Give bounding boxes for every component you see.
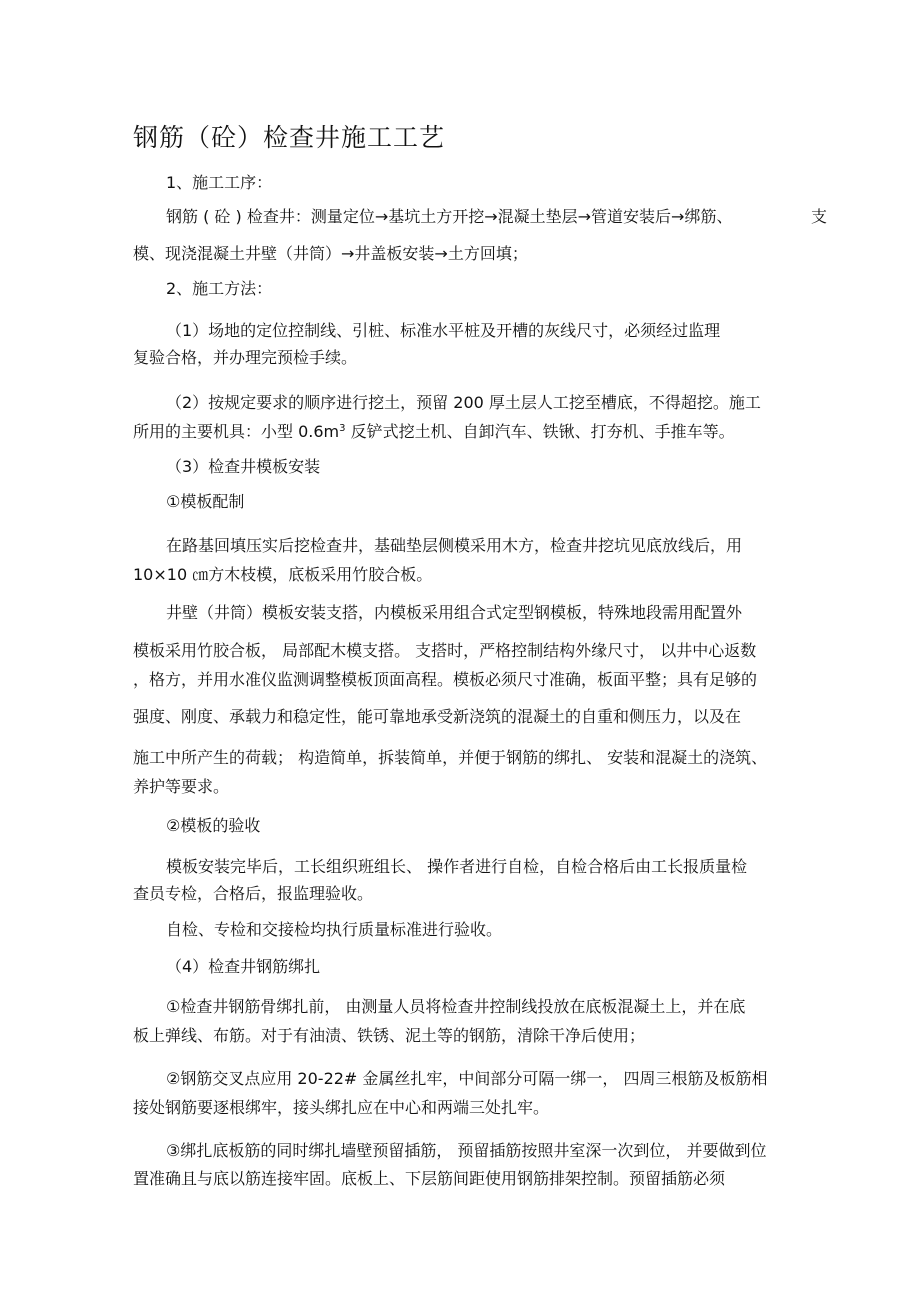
paragraph-line: 自检、专检和交接检均执行质量标准进行验收。: [166, 920, 503, 939]
paragraph-line: 支: [811, 207, 828, 226]
section-heading-procedure: 1、施工工序：: [166, 173, 273, 192]
document-title: 钢筋（砼）检查井施工工艺: [133, 123, 446, 152]
paragraph-line: ③绑扎底板筋的同时绑扎墙壁预留插筋， 预留插筋按照井室深一次到位， 并要做到位: [166, 1141, 767, 1160]
paragraph-line: 强度、刚度、承载力和稳定性，能可靠地承受新浇筑的混凝土的自重和侧压力，以及在: [133, 707, 742, 726]
paragraph-line: （2）按规定要求的顺序进行挖土，预留 200 厚土层人工挖至槽底，不得超挖。施工: [166, 393, 761, 412]
paragraph-line: 井壁（井筒）模板安装支搭，内模板采用组合式定型钢模板，特殊地段需用配置外: [166, 603, 743, 622]
paragraph-line: 模板安装完毕后，工长组织班组长、 操作者进行自检，自检合格后由工长报质量检: [166, 857, 748, 876]
text-run: 反铲式挖土机、自卸汽车、铁锹、打夯机、手推车等。: [345, 422, 735, 441]
paragraph-line: 在路基回填压实后挖检查井，基础垫层侧模采用木方，检查井挖坑见底放线后，用: [166, 536, 743, 555]
paragraph-line: （1）场地的定位控制线、引桩、标准水平桩及开槽的灰线尺寸，必须经过监理: [166, 321, 721, 340]
paragraph-line: 复验合格，并办理完预检手续。: [133, 348, 358, 367]
paragraph-line: 养护等要求。: [133, 777, 230, 796]
paragraph-line: ，格方，并用水准仪监测调整模板顶面高程。模板必须尺寸准确，板面平整；具有足够的: [133, 670, 758, 689]
subsection-heading: （4）检查井钢筋绑扎: [166, 957, 321, 976]
paragraph-line: 接处钢筋要逐根绑牢，接头绑扎应在中心和两端三处扎牢。: [133, 1098, 550, 1117]
paragraph-line: [133, 421, 735, 443]
text-run: 所用的主要机具：小型 0.6m: [133, 422, 340, 441]
paragraph-line: 施工中所产生的荷载； 构造简单，拆装简单，并便于钢筋的绑扎、 安装和混凝土的浇筑、: [133, 748, 768, 767]
subsection-heading: （3）检查井模板安装: [166, 457, 321, 476]
section-heading-method: 2、施工方法：: [166, 279, 273, 298]
list-item-heading: ①模板配制: [166, 492, 245, 511]
paragraph-line: 查员专检，合格后，报监理验收。: [133, 884, 374, 903]
paragraph-line: 模板采用竹胶合板， 局部配木模支搭。 支搭时，严格控制结构外缘尺寸， 以井中心返数: [133, 641, 757, 660]
paragraph-line: 10×10 ㎝方木枝模，底板采用竹胶合板。: [133, 565, 433, 584]
paragraph-line: ②钢筋交叉点应用 20-22# 金属丝扎牢，中间部分可隔一绑一， 四周三根筋及板筋相: [166, 1069, 768, 1088]
paragraph-line: 模、现浇混凝土井壁（井筒）→井盖板安装→土方回填；: [133, 244, 528, 263]
list-item-heading: ②模板的验收: [166, 816, 261, 835]
paragraph-line: 置准确且与底以筋连接牢固。底板上、下层筋间距使用钢筋排架控制。预留插筋必须: [133, 1169, 726, 1188]
paragraph-line: ①检查井钢筋骨绑扎前， 由测量人员将检查井控制线投放在底板混凝土上，并在底: [166, 997, 746, 1016]
paragraph-line: 钢筋 ( 砼 ) 检查井：测量定位→基坑土方开挖→混凝土垫层→管道安装后→绑筋、: [166, 207, 733, 226]
superscript: 3: [339, 423, 346, 434]
paragraph-line: 板上弹线、布筋。对于有油渍、铁锈、泥土等的钢筋，清除干净后使用；: [133, 1026, 646, 1045]
